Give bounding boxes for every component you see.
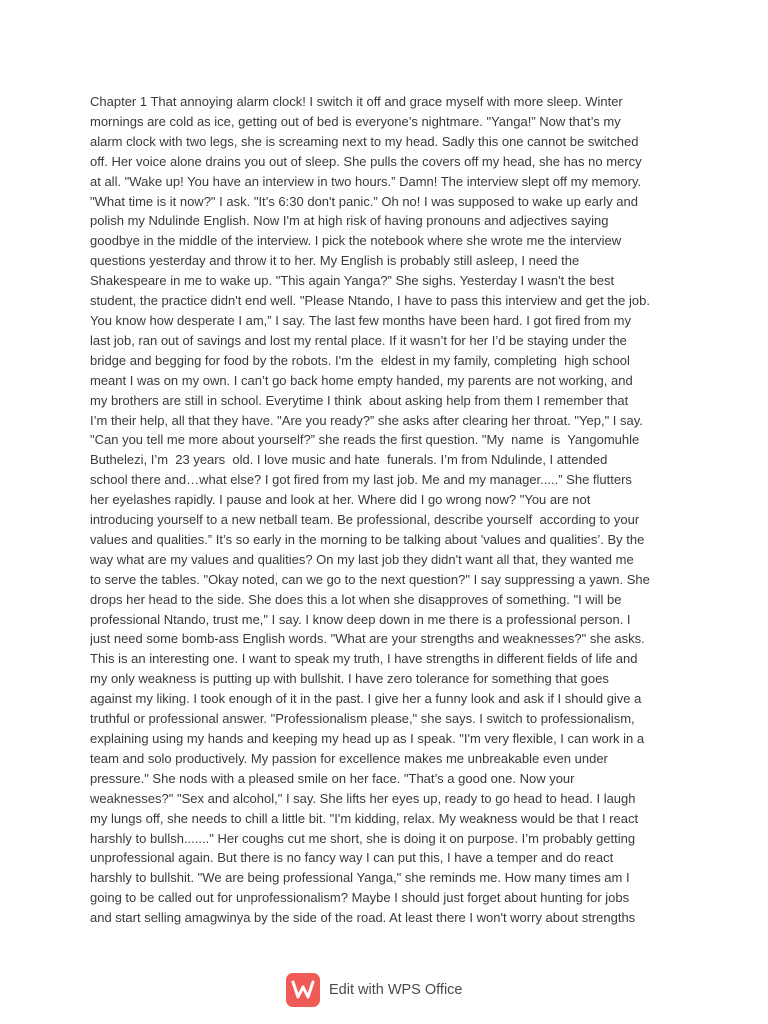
text-line: truthful or professional answer. "Professionalism please," she says. I switch to professionalism, [90, 711, 635, 727]
text-line: my lungs off, she needs to chill a little bit. "I'm kidding, relax. My weakness would be that I react [90, 810, 639, 826]
text-line: Buthelezi, I’m 23 years old. I love music and hate funerals. I’m from Ndulinde, I attended [90, 452, 608, 468]
text-line: to serve the tables. "Okay noted, can we go to the next question?" I say suppressing a yawn. She [90, 571, 650, 587]
text-line: going to be called out for unprofessionalism? Maybe I should just forget about hunting for jobs [90, 890, 630, 906]
text-line: This is an interesting one. I want to speak my truth, I have strengths in different fields of life and [90, 651, 638, 667]
text-line: her eyelashes rapidly. I pause and look at her. Where did I go wrong now? "You are not [90, 492, 591, 508]
wps-office-banner[interactable] [286, 971, 463, 1009]
text-line: drops her head to the side. She does this a lot when she disapproves of something. "I will be [90, 591, 622, 607]
text-line: Chapter 1 That annoying alarm clock! I switch it off and grace myself with more sleep. Winter [90, 94, 623, 109]
document-body [90, 92, 682, 928]
text-line: meant I was on my own. I can’t go back home empty handed, my parents are not working, and [90, 372, 633, 388]
text-line: student, the practice didn't end well. "Please Ntando, I have to pass this interview and get the job. [90, 293, 650, 309]
text-line: mornings are cold as ice, getting out of bed is everyone’s nightmare. "Yanga!” Now that’s my [90, 113, 621, 129]
text-line: Shakespeare in me to wake up. "This again Yanga?” She sighs. Yesterday I wasn't the best [90, 273, 615, 289]
text-line: off. Her voice alone drains you out of sleep. She pulls the covers off my head, she has no mercy [90, 153, 642, 169]
text-line: harshly to bullsh......." Her coughs cut me short, she is doing it on purpose. I’m probably getting [90, 830, 636, 846]
text-line: I’m their help, all that they have. "Are you ready?” she asks after clearing her throat. "Yep," I say. [90, 412, 643, 428]
text-line: alarm clock with two legs, she is screaming next to my head. Sadly this one cannot be switched [90, 133, 639, 149]
wps-office-logo-icon [286, 973, 320, 1007]
text-line: just need some bomb-ass English words. "What are your strengths and weaknesses?" she asks. [90, 631, 645, 647]
text-line: way what are my values and qualities? On my last job they didn't want all that, they wanted me [90, 551, 634, 567]
text-line: bridge and begging for food by the robots. I'm the eldest in my family, completing high school [90, 352, 630, 368]
text-line: at all. "Wake up! You have an interview in two hours.” Damn! The interview slept off my memory. [90, 173, 642, 189]
text-line: "Can you tell me more about yourself?” she reads the first question. "My name is Yangomuhle [90, 432, 640, 448]
text-line: school there and…what else? I got fired from my last job. Me and my manager.....” She flutters [90, 472, 632, 488]
wps-office-label: Edit with WPS Office [329, 982, 463, 998]
text-line: harshly to bullshit. "We are being professional Yanga," she reminds me. How many times am I [90, 870, 630, 886]
text-line: professional Ntando, trust me," I say. I know deep down in me there is a professional person. I [90, 611, 631, 627]
text-line: introducing yourself to a new netball team. Be professional, describe yourself according to your [90, 512, 640, 528]
text-line: goodbye in the middle of the interview. I pick the notebook where she wrote me the interview [90, 233, 622, 249]
text-line: polish my Ndulinde English. Now I'm at high risk of having pronouns and adjectives saying [90, 213, 609, 229]
text-line: explaining using my hands and keeping my head up as I speak. "I'm very flexible, I can work in a [90, 731, 645, 746]
text-line: unprofessional again. But there is no fancy way I can put this, I have a temper and do react [90, 850, 614, 866]
text-line: questions yesterday and throw it to her. My English is probably still asleep, I need the [90, 253, 580, 269]
text-line: weaknesses?" "Sex and alcohol," I say. She lifts her eyes up, ready to go head to head. I laugh [90, 790, 636, 806]
text-line: my only weakness is putting up with bullshit. I have zero tolerance for something that goes [90, 671, 609, 687]
text-line: against my liking. I took enough of it in the past. I give her a funny look and ask if I should give a [90, 691, 642, 707]
text-line: my brothers are still in school. Everytime I think about asking help from them I remember that [90, 392, 629, 408]
text-line: "What time is it now?" I ask. "It’s 6:30 don't panic.” Oh no! I was supposed to wake up early and [90, 193, 638, 209]
text-line: last job, ran out of savings and lost my rental place. If it wasn’t for her I’d be staying under the [90, 332, 627, 348]
text-line: team and solo productively. My passion for excellence makes me unbreakable even under [90, 750, 608, 766]
text-line: values and qualities.” It’s so early in the morning to be talking about 'values and qualities’. By the [90, 531, 645, 547]
text-line: and start selling amagwinya by the side of the road. At least there I won't worry about strengths [90, 910, 636, 926]
text-line: pressure." She nods with a pleased smile on her face. "That’s a good one. Now your [90, 770, 575, 786]
text-line: You know how desperate I am,” I say. The last few months have been hard. I got fired from my [90, 312, 631, 328]
